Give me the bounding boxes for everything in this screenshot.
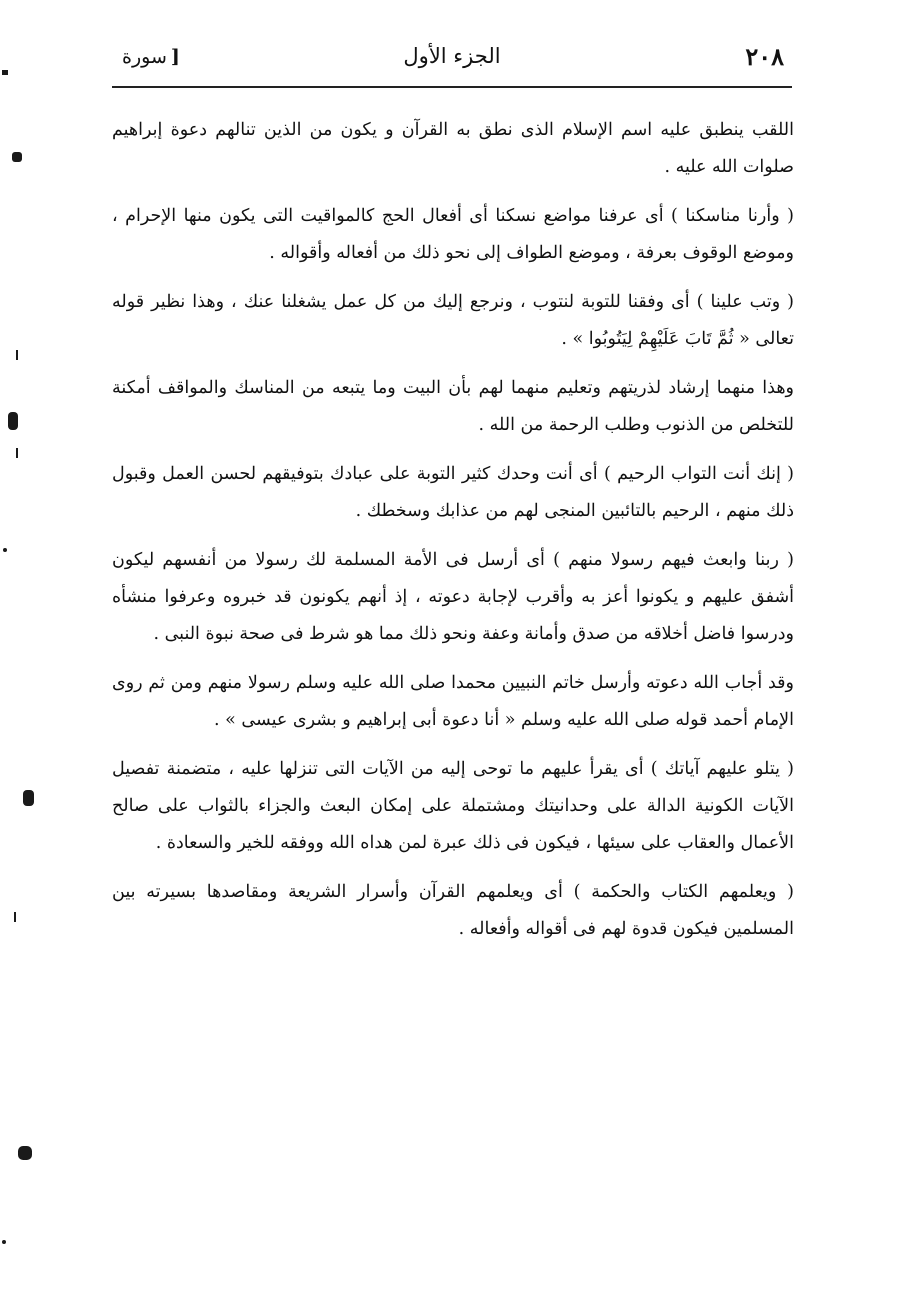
paragraph: ( إنك أنت التواب الرحيم ) أى أنت وحدك كثير التوبة على عبادك بتوفيقهم لحسن العمل وقبول ذلك منهم ، الرحيم بالتائبين المنجى لهم من عذابك وسخطك .: [112, 464, 794, 521]
page-number: ٢٠٨: [745, 42, 784, 71]
scan-speck: [18, 1146, 32, 1160]
scan-speck: [23, 790, 34, 806]
paragraph: ( وتب علينا ) أى وفقنا للتوبة لنتوب ، ونرجع إليك من كل عمل يشغلنا عنك ، وهذا نظير قوله تعالى « ثُمَّ تَابَ عَلَيْهِمْ لِيَتُوبُوا » .: [112, 292, 794, 349]
paragraph: ( ويعلمهم الكتاب والحكمة ) أى ويعلمهم القرآن وأسرار الشريعة ومقاصدها بسيرته بين المسلمين فيكون قدوة لهم فى أقواله وأفعاله .: [112, 882, 794, 939]
running-title: الجزء الأول: [403, 44, 501, 68]
scan-speck: [16, 448, 18, 458]
scan-speck: [3, 548, 7, 552]
scan-speck: [2, 70, 8, 75]
scan-speck: [12, 152, 22, 162]
paragraph: ( ربنا وابعث فيهم رسولا منهم ) أى أرسل فى الأمة المسلمة لك رسولا من أنفسهم ليكون أشفق عليهم و يكونوا أعز به وأقرب لإجابة دعوته ، إذ أنهم يكونون قد خبروه وعرفوا منشأه ودرسوا فاضل أخلاقه من صدق وأمانة وعفة ونحو ذلك مما هو شرط فى صحة نبوة النبى .: [112, 550, 794, 644]
body-text: [112, 112, 794, 960]
header-rule: [112, 86, 792, 88]
paragraph: ( يتلو عليهم آياتك ) أى يقرأ عليهم ما توحى إليه من الآيات التى تنزلها عليه ، متضمنة تفصيل الآيات الكونية الدالة على وحدانيتك ومشتملة على إمكان البعث والجزاء بالثواب على صالح الأعمال والعقاب على سيئها ، فيكون فى ذلك عبرة لمن هداه الله ووفقه للخير والسعادة .: [112, 759, 794, 853]
surah-bracket: [: [170, 46, 180, 68]
surah-label-text: سورة: [122, 46, 167, 68]
scan-speck: [16, 350, 18, 360]
paragraph: وهذا منهما إرشاد لذريتهم وتعليم منهما لهم بأن البيت وما يتبعه من المناسك والمواقف أمكنة للتخلص من الذنوب وطلب الرحمة من الله .: [112, 378, 794, 435]
paragraph: وقد أجاب الله دعوته وأرسل خاتم النبيين محمدا صلى الله عليه وسلم رسولا منهم ومن ثم روى الإمام أحمد قوله صلى الله عليه وسلم « أنا دعوة أبى إبراهيم و بشرى عيسى » .: [112, 673, 794, 730]
surah-label: [122, 46, 180, 68]
scan-speck: [14, 912, 16, 922]
paragraph: اللقب ينطبق عليه اسم الإسلام الذى نطق به القرآن و يكون من الذين تنالهم دعوة إبراهيم صلوات الله عليه .: [112, 120, 794, 177]
paragraph: ( وأرنا مناسكنا ) أى عرفنا مواضع نسكنا أى أفعال الحج كالمواقيت التى يكون منها الإحرام ، وموضع الوقوف بعرفة ، وموضع الطواف إلى نحو ذلك من أفعاله وأقواله .: [112, 206, 794, 263]
scan-speck: [2, 1240, 6, 1244]
page-header: [112, 40, 792, 84]
scan-speck: [8, 412, 18, 430]
